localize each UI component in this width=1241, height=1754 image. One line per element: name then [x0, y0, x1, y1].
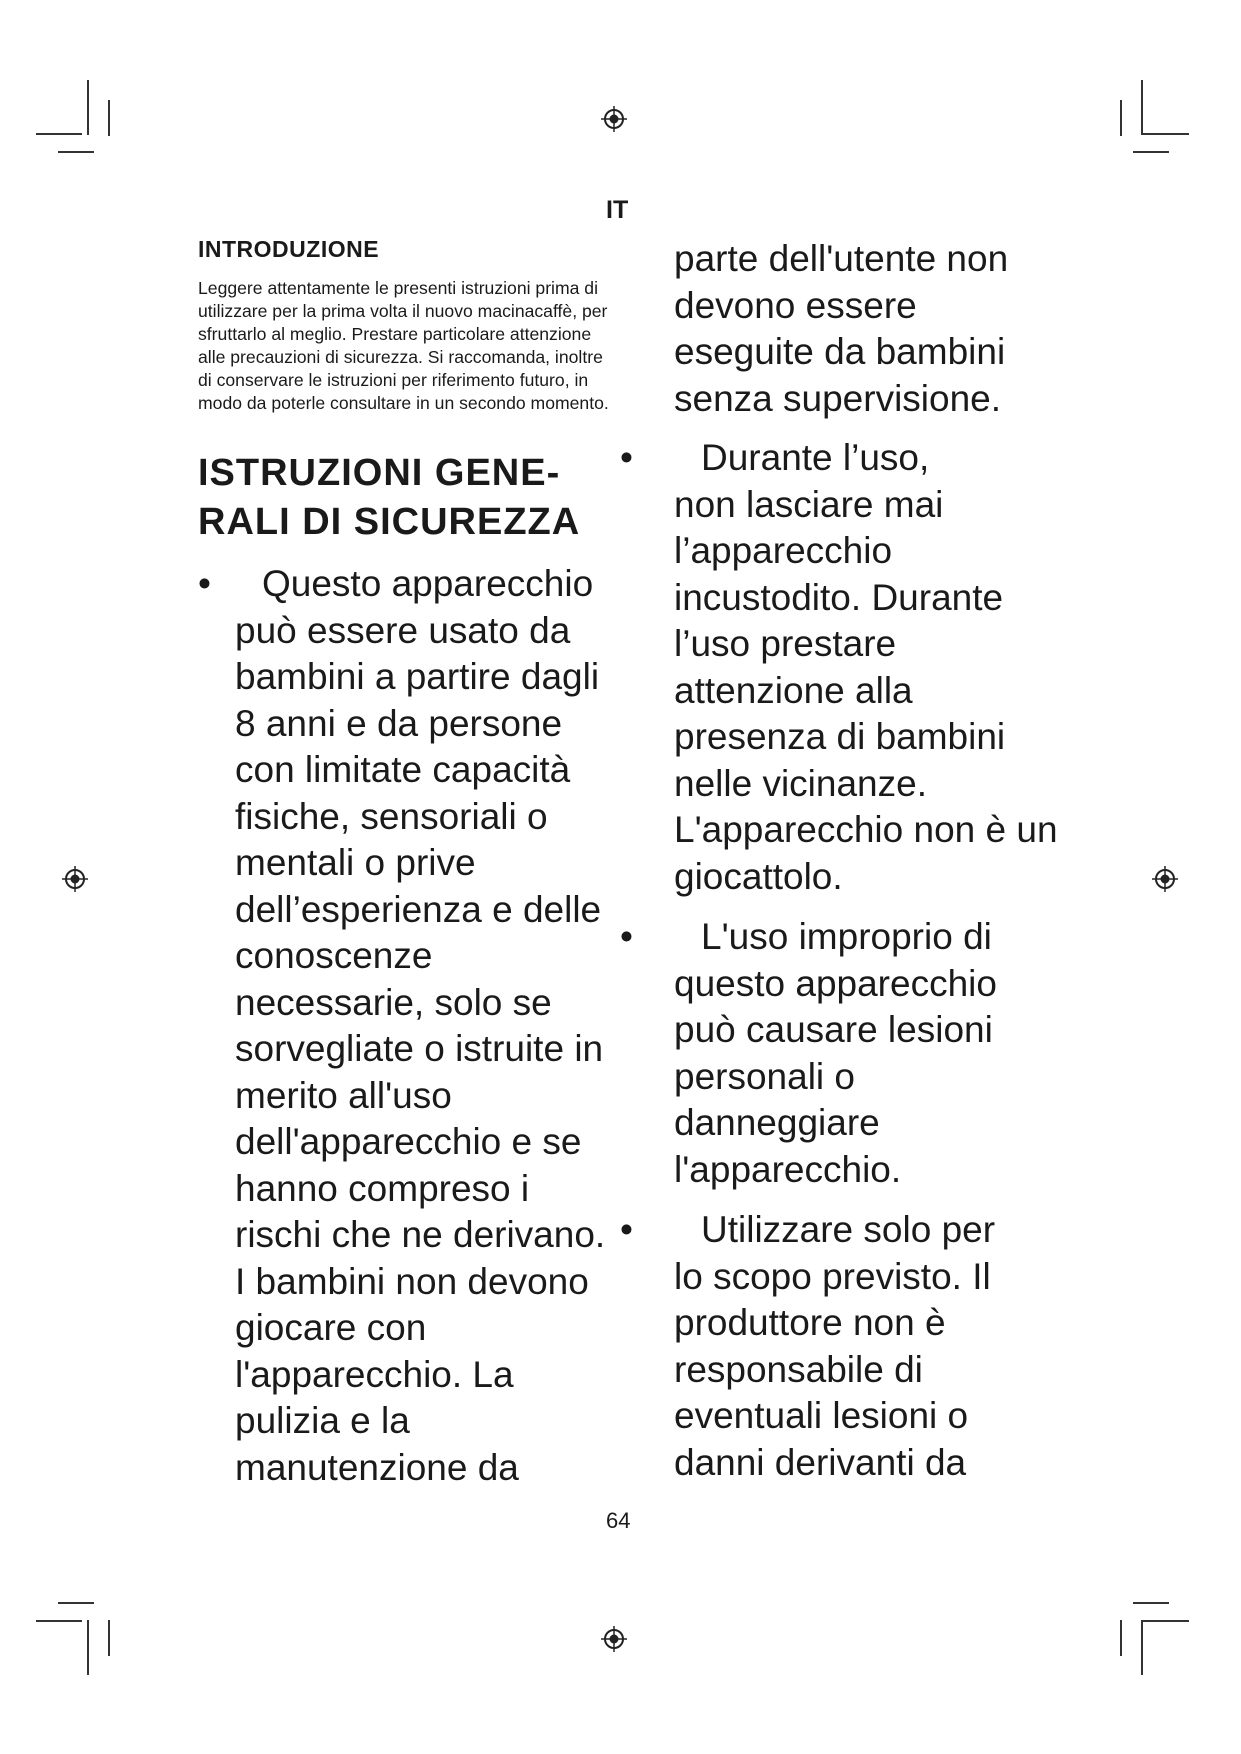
safety-item-3-text: questo apparecchio può causare lesioni personali o danneggiare l'apparecchio.: [674, 962, 997, 1190]
crop-mark: [87, 80, 89, 135]
safety-item-1-lead: Questo apparecchio: [262, 563, 594, 604]
crop-mark: [1143, 1620, 1189, 1622]
language-code: IT: [606, 196, 629, 224]
safety-item-1-continued: parte dell'utente non devono essere eseguite da bambini senza supervisione.: [674, 238, 1009, 419]
crop-mark: [36, 133, 82, 135]
safety-item-4-lead: Utilizzare solo per: [701, 1209, 996, 1250]
safety-title: [198, 449, 618, 547]
right-column: [620, 236, 1060, 1500]
bullet-icon: •: [620, 1209, 633, 1250]
safety-item-2-lead: Durante l’uso,: [701, 437, 930, 478]
crop-mark: [58, 1602, 94, 1604]
safety-item-4-text: lo scopo previsto. Il produttore non è responsabile di eventuali lesioni o danni derivanti da: [674, 1255, 991, 1483]
crop-mark: [1133, 1602, 1169, 1604]
crop-mark: [1143, 133, 1189, 135]
safety-item-2-text: non lasciare mai l’apparecchio incustodito. Durante l’uso prestare attenzione alla presenza di bambini nelle vicinanze. L'apparecchio non è un giocattolo.: [674, 483, 1058, 897]
safety-item-2: [620, 435, 1060, 482]
safety-item-3: [620, 914, 1060, 961]
safety-title-line1: ISTRUZIONI GENE-: [198, 452, 561, 494]
crop-mark: [108, 1620, 110, 1656]
crop-mark: [1120, 100, 1122, 136]
safety-item-3-lead: L'uso improprio di: [701, 916, 992, 957]
crop-mark: [1141, 1620, 1143, 1675]
crop-mark: [1120, 1620, 1122, 1656]
intro-body: Leggere attentamente le presenti istruzioni prima di utilizzare per la prima volta il nuovo macinacaffè, per sfruttarlo al meglio. Prestare particolare attenzione alle precauzioni di sicurezza. Si raccomanda, inoltre di conservare le istruzioni per riferimento futuro, in modo da poterle consultare in un secondo momento.: [198, 278, 609, 413]
crop-mark: [58, 151, 94, 153]
registration-mark-icon: [601, 106, 627, 132]
intro-title: INTRODUZIONE: [198, 236, 380, 262]
bullet-icon: •: [620, 916, 633, 957]
page-number: 64: [606, 1508, 631, 1533]
crop-mark: [1133, 151, 1169, 153]
left-column: [198, 236, 618, 1491]
crop-mark: [1141, 80, 1143, 135]
bullet-icon: •: [198, 563, 211, 604]
crop-mark: [108, 100, 110, 136]
bullet-icon: •: [620, 437, 633, 478]
crop-mark: [87, 1620, 89, 1675]
registration-mark-icon: [62, 866, 88, 892]
registration-mark-icon: [1152, 866, 1178, 892]
safety-item-4: [620, 1207, 1060, 1254]
safety-title-line2: RALI DI SICUREZZA: [198, 501, 581, 543]
safety-item-1-text: può essere usato da bambini a partire dagli 8 anni e da persone con limitate capacità fisiche, sensoriali o mentali o prive dell’esperienza e delle conoscenze necessarie, solo se sorvegliate o istruite in merito all'uso dell'apparecchio e se hanno compreso i rischi che ne derivano. I bambini non devono giocare con l'apparecchio. La pulizia e la manutenzione da: [235, 609, 606, 1488]
safety-item-1: [198, 561, 618, 1491]
crop-mark: [36, 1620, 82, 1622]
registration-mark-icon: [601, 1626, 627, 1652]
